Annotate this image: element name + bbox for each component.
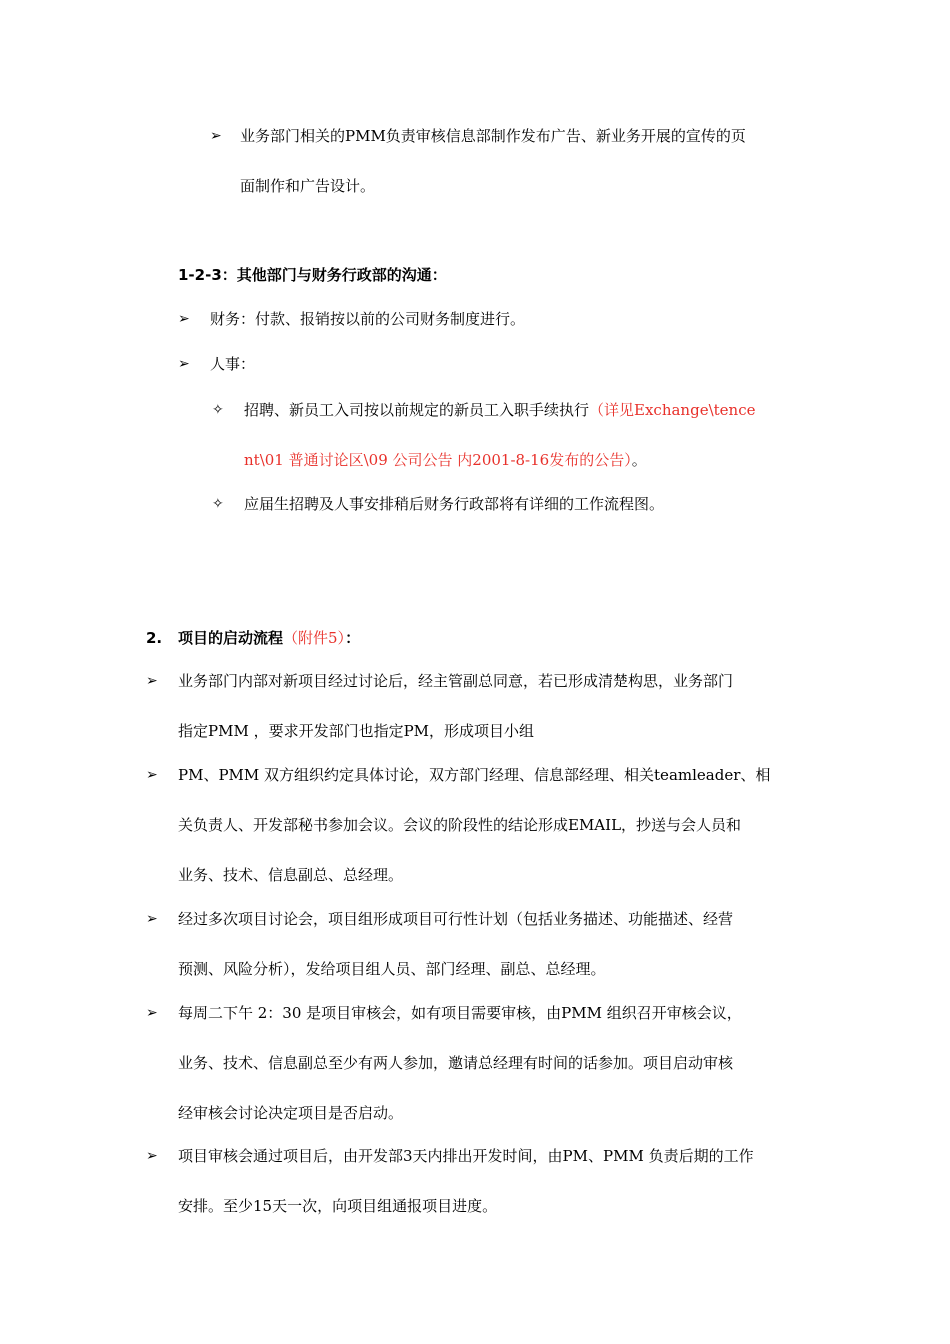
list-item-line: 经过多次项目讨论会，项目组形成项目可行性计划（包括业务描述、功能描述、经营	[178, 910, 734, 928]
bullet-arrow-icon: ➢	[146, 1148, 158, 1164]
hr-subitem-text: 招聘、新员工入司按以前规定的新员工入职手续执行	[244, 401, 590, 419]
section-heading: 1-2-3：其他部门与财务行政部的沟通：	[178, 266, 447, 284]
list-item-line: 每周二下午 2：30 是项目审核会，如有项目需要审核，由PMM 组织召开审核会议，	[178, 1004, 742, 1022]
bullet-arrow-icon: ➢	[178, 356, 190, 372]
list-item-line: 项目审核会通过项目后，由开发部3天内排出开发时间，由PM、PMM 负责后期的工作	[178, 1147, 754, 1165]
period: 。	[631, 451, 647, 469]
hr-item: 人事：	[210, 355, 256, 373]
list-item-line: 业务部门内部对新项目经过讨论后，经主管副总同意，若已形成清楚构思，业务部门	[178, 672, 734, 690]
hr-subitem-graduates: 应届生招聘及人事安排稍后财务行政部将有详细的工作流程图。	[244, 495, 665, 513]
paragraph-line: 业务部门相关的PMM负责审核信息部制作发布广告、新业务开展的宣传的页	[240, 127, 746, 145]
list-item-line: 安排。至少15天一次，向项目组通报项目进度。	[178, 1197, 498, 1215]
bullet-arrow-icon: ➢	[210, 128, 222, 144]
reference-link-text: （详见Exchange\tence	[589, 401, 756, 419]
list-item-line: 经审核会讨论决定项目是否启动。	[178, 1104, 404, 1122]
bullet-arrow-icon: ➢	[146, 767, 158, 783]
finance-item: 财务：付款、报销按以前的公司财务制度进行。	[210, 310, 526, 328]
bullet-arrow-icon: ➢	[146, 911, 158, 927]
list-item-line: 预测、风险分析），发给项目组人员、部门经理、副总、总经理。	[178, 960, 606, 978]
list-item-line: 业务、技术、信息副总、总经理。	[178, 866, 404, 884]
list-item-line: 指定PMM ，要求开发部门也指定PM，形成项目小组	[178, 722, 535, 740]
section-title	[178, 631, 360, 646]
reference-link-text: nt\01 普通讨论区\09 公司公告 内2001-8-16发布的公告）	[244, 451, 632, 469]
section-title-text: 项目的启动流程	[178, 629, 284, 647]
bullet-arrow-icon: ➢	[178, 311, 190, 327]
paragraph-line: 面制作和广告设计。	[240, 177, 376, 195]
colon: ：	[345, 629, 361, 647]
list-item-line: PM、PMM 双方组织约定具体讨论，双方部门经理、信息部经理、相关teamleader、相	[178, 766, 771, 784]
bullet-star-icon: ✧	[212, 496, 224, 512]
list-item-line: 关负责人、开发部秘书参加会议。会议的阶段性的结论形成EMAIL，抄送与会人员和	[178, 816, 742, 834]
bullet-arrow-icon: ➢	[146, 673, 158, 689]
hr-subitem-recruit	[244, 403, 755, 418]
list-item-line: 业务、技术、信息副总至少有两人参加，邀请总经理有时间的话参加。项目启动审核	[178, 1054, 734, 1072]
bullet-arrow-icon: ➢	[146, 1005, 158, 1021]
appendix-ref: （附件5）	[283, 629, 346, 647]
hr-subitem-recruit-cont	[244, 453, 647, 468]
section-number: 2.	[146, 629, 163, 647]
bullet-star-icon: ✧	[212, 402, 224, 418]
